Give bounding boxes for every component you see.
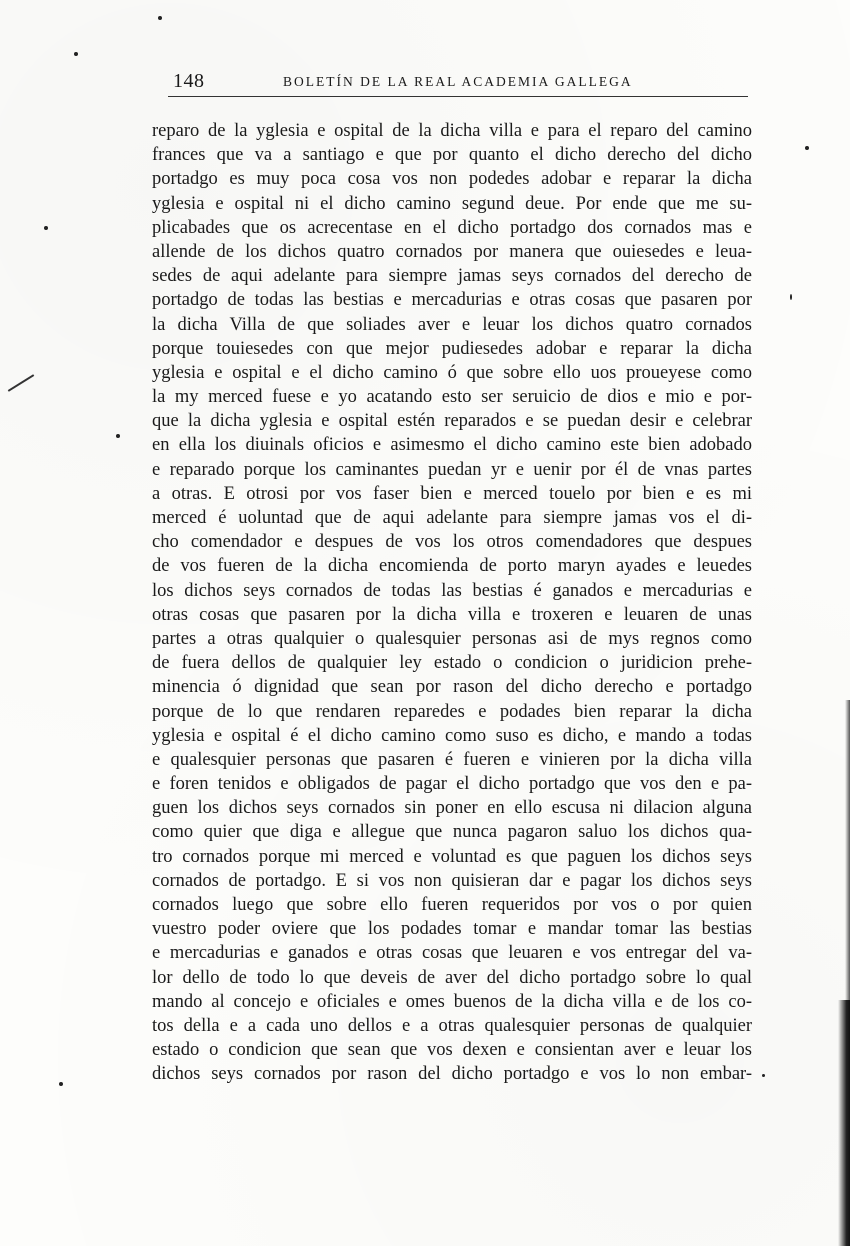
- scan-speck: [59, 1082, 63, 1086]
- text-line: tro cornados porque mi merced e voluntad es que paguen los dichos seys: [152, 846, 752, 867]
- text-line: sedes de aqui adelante para siempre jamas seys cornados del derecho de: [152, 266, 752, 287]
- text-line: la my merced fuese e yo acatando esto ser seruicio de dios e mio e por-: [152, 387, 752, 408]
- text-line: partes a otras qualquier o qualesquier personas asi de mys regnos como: [152, 628, 752, 649]
- text-line: porque touiesedes con que mejor pudiesedes adobar e reparar la dicha: [152, 338, 752, 359]
- page-edge-shadow-upper: [845, 700, 850, 1000]
- text-line: a otras. E otrosi por vos faser bien e merced touelo por bien e es mi: [152, 483, 752, 504]
- scan-speck: [74, 52, 78, 56]
- running-head: BOLETÍN DE LA REAL ACADEMIA GALLEGA: [283, 74, 633, 89]
- text-line: tos della e a cada uno dellos e a otras qualesquier personas de qualquier: [152, 1015, 752, 1036]
- scan-speck: [805, 146, 809, 150]
- scan-speck: [158, 16, 162, 20]
- page-edge-shadow-lower: [838, 1000, 850, 1246]
- text-line: e qualesquier personas que pasaren é fueren e vinieren por la dicha villa: [152, 749, 752, 770]
- text-line: guen los dichos seys cornados sin poner en ello escusa ni dilacion alguna: [152, 798, 752, 819]
- scan-speck: [44, 226, 48, 230]
- text-line: porque de lo que rendaren reparedes e podades bien reparar la dicha: [152, 701, 752, 722]
- text-line: minencia ó dignidad que sean por rason del dicho derecho e portadgo: [152, 677, 752, 698]
- margin-mark: [8, 374, 35, 392]
- text-line: de vos fueren de la dicha encomienda de porto maryn ayades e leuedes: [152, 556, 752, 577]
- text-line: que la dicha yglesia e ospital estén reparados e se puedan desir e celebrar: [152, 411, 752, 432]
- text-line: otras cosas que pasaren por la dicha villa e troxeren e leuaren de unas: [152, 604, 752, 625]
- text-line: de fuera dellos de qualquier ley estado o condicion o juridicion prehe-: [152, 653, 752, 674]
- text-line: merced é uoluntad que de aqui adelante para siempre jamas vos el di-: [152, 508, 752, 528]
- text-line: los dichos seys cornados de todas las bestias é ganados e mercadurias e: [152, 580, 752, 601]
- text-line: portadgo de todas las bestias e mercadurias e otras cosas que pasaren por: [152, 290, 752, 311]
- text-line: en ella los diuinals oficios e asimesmo el dicho camino este bien adobado: [152, 435, 752, 456]
- text-line: yglesia e ospital e el dicho camino ó que sobre ello uos proueyese como: [152, 362, 752, 383]
- text-line: e foren tenidos e obligados de pagar el dicho portadgo que vos den e pa-: [152, 774, 752, 795]
- page-header: [168, 68, 748, 97]
- text-line: como quier que diga e allegue que nunca pagaron saluo los dichos qua-: [152, 822, 752, 843]
- text-line: allende de los dichos quatro cornados por manera que ouiesedes e leua-: [152, 241, 752, 262]
- text-line: mando al concejo e oficiales e omes buenos de la dicha villa e de los co-: [152, 991, 752, 1012]
- scan-speck: [762, 1074, 765, 1077]
- text-line: cho comendador e despues de vos los otros comendadores que despues: [152, 532, 752, 553]
- text-line: vuestro poder oviere que los podades tomar e mandar tomar las bestias: [152, 919, 752, 940]
- text-line: cornados luego que sobre ello fueren requeridos por vos o por quien: [152, 895, 752, 915]
- scan-speck: [790, 294, 792, 300]
- body-text: [152, 119, 752, 1087]
- page-number: 148: [173, 70, 205, 92]
- text-line: cornados de portadgo. E si vos non quisieran dar e pagar los dichos seys: [152, 870, 752, 891]
- text-line: la dicha Villa de que soliades aver e leuar los dichos quatro cornados: [152, 314, 752, 335]
- text-line: plicabades que os acrecentase en el dicho portadgo dos cornados mas e: [152, 217, 752, 238]
- text-line: yglesia e ospital é el dicho camino como suso es dicho, e mando a todas: [152, 725, 752, 746]
- text-line: e mercadurias e ganados e otras cosas que leuaren e vos entregar del va-: [152, 943, 752, 964]
- text-line: estado o condicion que sean que vos dexen e consientan aver e leuar los: [152, 1040, 752, 1061]
- scan-speck: [116, 434, 120, 438]
- text-line: portadgo es muy poca cosa vos non podedes adobar e reparar la dicha: [152, 169, 752, 190]
- text-line: dichos seys cornados por rason del dicho portadgo e vos lo non embar-: [152, 1064, 752, 1085]
- text-line: yglesia e ospital ni el dicho camino segund deue. Por ende que me su-: [152, 193, 752, 214]
- text-line: reparo de la yglesia e ospital de la dicha villa e para el reparo del camino: [152, 121, 752, 141]
- text-line: e reparado porque los caminantes puedan yr e uenir por él de vnas partes: [152, 459, 752, 480]
- text-line: lor dello de todo lo que deveis de aver del dicho portadgo sobre lo qual: [152, 967, 752, 988]
- text-line: frances que va a santiago e que por quanto el dicho derecho del dicho: [152, 145, 752, 166]
